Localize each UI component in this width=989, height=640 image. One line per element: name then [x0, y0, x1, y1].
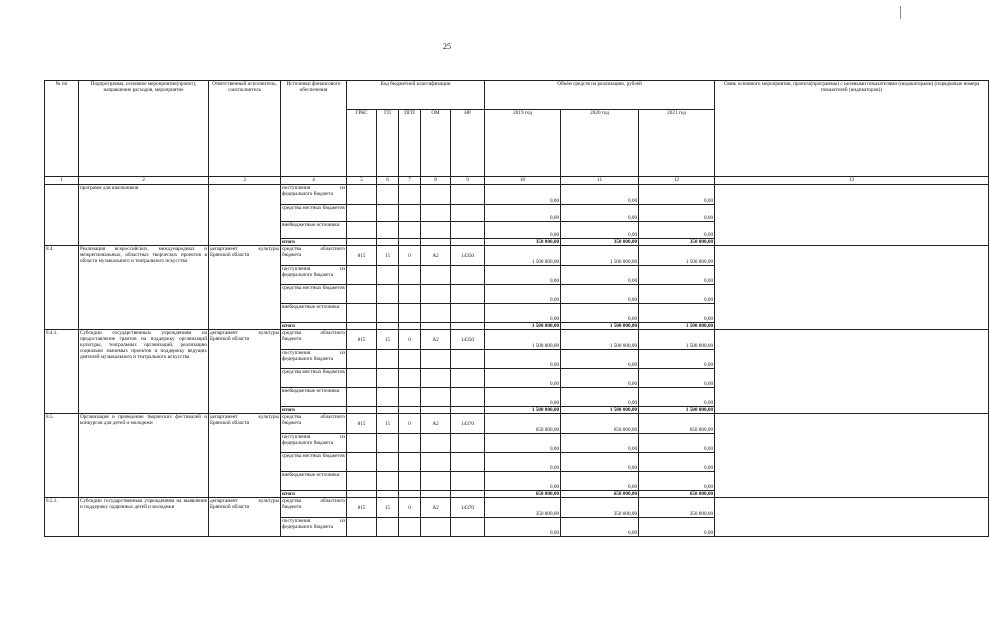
budget-code-cell — [421, 491, 451, 498]
budget-code-cell — [347, 205, 377, 222]
budget-code-cell — [451, 388, 485, 407]
amount-cell: 1 500 000,00 — [485, 407, 561, 414]
budget-code-cell: 14350 — [451, 246, 485, 266]
column-index-cell: 3 — [209, 177, 281, 185]
col-header-pgp: ПГП — [399, 110, 421, 177]
budget-code-cell — [399, 205, 421, 222]
amount-cell: 0,00 — [485, 369, 561, 388]
amount-cell: 0,00 — [639, 285, 715, 304]
amount-cell: 0,00 — [561, 350, 639, 369]
budget-code-cell — [421, 350, 451, 369]
amount-cell: 0,00 — [561, 472, 639, 491]
budget-code-cell: 0 — [399, 498, 421, 518]
amount-cell: 0,00 — [639, 205, 715, 222]
budget-code-cell — [451, 350, 485, 369]
funding-source-cell: внебюджетные источники — [281, 222, 347, 239]
amount-cell: 350 000,00 — [639, 498, 715, 518]
row-number-cell: 8.5. — [45, 414, 79, 498]
budget-code-cell — [377, 239, 399, 246]
budget-code-cell — [399, 407, 421, 414]
budget-code-cell — [399, 323, 421, 330]
indicator-link-cell — [715, 498, 989, 537]
col-header-sources: Источники финансового обеспечения — [281, 81, 347, 177]
indicator-link-cell — [715, 330, 989, 414]
budget-code-cell — [347, 350, 377, 369]
funding-source-cell: средства местных бюджетов — [281, 369, 347, 388]
budget-code-cell — [377, 323, 399, 330]
budget-code-cell — [377, 434, 399, 453]
program-name-cell: Субсидии государственным учреждениям на выявление и поддержку одаренных детей и молодежи — [79, 498, 209, 537]
amount-cell: 1 500 000,00 — [639, 330, 715, 350]
amount-cell: 0,00 — [485, 518, 561, 537]
indicator-link-cell — [715, 414, 989, 498]
row-number-cell: 8.4. — [45, 246, 79, 330]
budget-code-cell — [377, 205, 399, 222]
budget-code-cell — [377, 453, 399, 472]
funding-source-cell: средства областного бюджета — [281, 498, 347, 518]
budget-code-cell — [421, 266, 451, 285]
column-index-cell: 9 — [451, 177, 485, 185]
amount-cell: 1 500 000,00 — [561, 323, 639, 330]
amount-cell: 1 500 000,00 — [561, 407, 639, 414]
funding-source-cell: средства местных бюджетов — [281, 285, 347, 304]
column-index-cell: 1 — [45, 177, 79, 185]
budget-code-cell — [377, 222, 399, 239]
funding-source-cell: поступления из федерального бюджета — [281, 518, 347, 537]
budget-code-cell — [399, 350, 421, 369]
amount-cell: 350 000,00 — [485, 239, 561, 246]
amount-cell: 0,00 — [561, 388, 639, 407]
budget-code-cell: А2 — [421, 498, 451, 518]
budget-code-cell — [399, 222, 421, 239]
amount-cell: 0,00 — [485, 472, 561, 491]
budget-code-cell — [347, 266, 377, 285]
budget-code-cell: 815 — [347, 414, 377, 434]
budget-code-cell — [421, 239, 451, 246]
table-row — [45, 330, 989, 350]
funding-source-cell: внебюджетные источники — [281, 388, 347, 407]
budget-code-cell — [451, 185, 485, 205]
funding-source-cell: поступления из федерального бюджета — [281, 185, 347, 205]
amount-cell: 0,00 — [561, 266, 639, 285]
amount-cell: 0,00 — [639, 185, 715, 205]
budget-code-cell: 14370 — [451, 414, 485, 434]
funding-source-cell: итого — [281, 239, 347, 246]
funding-source-cell: внебюджетные источники — [281, 472, 347, 491]
amount-cell: 0,00 — [639, 266, 715, 285]
budget-code-cell — [421, 388, 451, 407]
budget-code-cell — [451, 266, 485, 285]
budget-code-cell — [377, 407, 399, 414]
column-index-cell: 13 — [715, 177, 989, 185]
budget-code-cell — [347, 323, 377, 330]
budget-code-cell — [347, 407, 377, 414]
amount-cell: 1 500 000,00 — [639, 323, 715, 330]
budget-code-cell — [347, 185, 377, 205]
budget-code-cell — [421, 205, 451, 222]
amount-cell: 0,00 — [561, 369, 639, 388]
budget-code-cell — [421, 185, 451, 205]
col-header-nr: НР — [451, 110, 485, 177]
program-name-cell: Организация и проведение творческих фестивалей и конкурсов для детей и молодежи — [79, 414, 209, 498]
budget-code-cell — [421, 472, 451, 491]
column-index-cell: 6 — [377, 177, 399, 185]
budget-code-cell: 815 — [347, 498, 377, 518]
col-header-executor: Ответственный исполнитель, соисполнитель — [209, 81, 281, 177]
col-header-2021: 2021 год — [639, 110, 715, 177]
table-row — [45, 498, 989, 518]
budget-code-cell: 0 — [399, 414, 421, 434]
funding-source-cell: средства местных бюджетов — [281, 205, 347, 222]
budget-code-cell — [399, 304, 421, 323]
budget-code-cell — [451, 491, 485, 498]
row-number-cell — [45, 185, 79, 246]
amount-cell: 0,00 — [561, 453, 639, 472]
amount-cell: 0,00 — [639, 304, 715, 323]
amount-cell: 0,00 — [485, 350, 561, 369]
amount-cell: 0,00 — [485, 185, 561, 205]
amount-cell: 0,00 — [639, 222, 715, 239]
budget-code-cell — [451, 239, 485, 246]
column-index-cell: 12 — [639, 177, 715, 185]
column-index-row — [45, 177, 989, 185]
amount-cell: 1 500 000,00 — [485, 246, 561, 266]
amount-cell: 350 000,00 — [485, 498, 561, 518]
budget-code-cell: А2 — [421, 246, 451, 266]
budget-code-cell — [377, 285, 399, 304]
budget-table — [44, 80, 989, 537]
budget-code-cell — [377, 185, 399, 205]
amount-cell: 650 000,00 — [561, 491, 639, 498]
executor-cell: департамент культуры Брянской области — [209, 246, 281, 330]
amount-cell: 0,00 — [485, 453, 561, 472]
budget-code-cell — [377, 518, 399, 537]
budget-code-cell — [399, 285, 421, 304]
col-header-no: № пп — [45, 81, 79, 177]
amount-cell: 0,00 — [561, 434, 639, 453]
funding-source-cell: внебюджетные источники — [281, 304, 347, 323]
budget-code-cell: 14350 — [451, 330, 485, 350]
funding-source-cell: средства областного бюджета — [281, 414, 347, 434]
executor-cell: департамент культуры Брянской области — [209, 414, 281, 498]
budget-code-cell — [451, 518, 485, 537]
column-index-cell: 8 — [421, 177, 451, 185]
amount-cell: 650 000,00 — [561, 414, 639, 434]
amount-cell: 1 500 000,00 — [639, 246, 715, 266]
budget-code-cell: 815 — [347, 246, 377, 266]
budget-code-cell — [347, 222, 377, 239]
budget-code-cell — [399, 266, 421, 285]
budget-code-cell — [421, 518, 451, 537]
funding-source-cell: средства местных бюджетов — [281, 453, 347, 472]
budget-code-cell: 15 — [377, 498, 399, 518]
budget-code-cell — [377, 304, 399, 323]
budget-code-cell — [399, 239, 421, 246]
col-header-2019: 2019 год — [485, 110, 561, 177]
budget-code-cell — [399, 369, 421, 388]
budget-code-cell — [421, 453, 451, 472]
table-row — [45, 246, 989, 266]
budget-code-cell — [347, 369, 377, 388]
budget-code-cell — [399, 472, 421, 491]
budget-code-cell — [451, 304, 485, 323]
amount-cell: 350 000,00 — [561, 239, 639, 246]
budget-code-cell — [377, 491, 399, 498]
budget-code-cell — [347, 491, 377, 498]
col-header-link: Связь основного мероприятия, проекта(программы) с целевыми показателями (индикаторами) (порядковые номера показателей (индикаторов)) — [715, 81, 989, 177]
budget-code-cell — [347, 472, 377, 491]
funding-source-cell: средства областного бюджета — [281, 246, 347, 266]
budget-code-cell — [451, 369, 485, 388]
col-header-gp: ГП — [377, 110, 399, 177]
budget-code-cell — [347, 453, 377, 472]
funding-source-cell: поступления из федерального бюджета — [281, 350, 347, 369]
column-index-cell: 4 — [281, 177, 347, 185]
budget-code-cell: 0 — [399, 330, 421, 350]
amount-cell: 0,00 — [485, 285, 561, 304]
amount-cell: 650 000,00 — [639, 414, 715, 434]
budget-code-cell — [451, 434, 485, 453]
col-header-budget-code: Код бюджетной классификации — [347, 81, 485, 110]
page-number: 25 — [443, 42, 451, 51]
funding-source-cell: итого — [281, 323, 347, 330]
amount-cell: 1 500 000,00 — [561, 330, 639, 350]
budget-code-cell — [399, 453, 421, 472]
budget-code-cell — [347, 304, 377, 323]
amount-cell: 0,00 — [485, 388, 561, 407]
executor-cell — [209, 185, 281, 246]
budget-code-cell — [399, 388, 421, 407]
budget-code-cell: 815 — [347, 330, 377, 350]
budget-code-cell: 15 — [377, 414, 399, 434]
amount-cell: 0,00 — [639, 453, 715, 472]
budget-code-cell — [347, 434, 377, 453]
budget-code-cell — [347, 388, 377, 407]
amount-cell: 350 000,00 — [639, 239, 715, 246]
col-header-program: Подпрограмма, основное мероприятие(проект), направление расходов, мероприятие — [79, 81, 209, 177]
column-index-cell: 10 — [485, 177, 561, 185]
budget-code-cell: 15 — [377, 330, 399, 350]
column-index-cell: 5 — [347, 177, 377, 185]
budget-code-cell — [451, 222, 485, 239]
column-index-cell: 7 — [399, 177, 421, 185]
budget-code-cell — [377, 266, 399, 285]
funding-source-cell: поступления из федерального бюджета — [281, 434, 347, 453]
budget-code-cell — [347, 285, 377, 304]
amount-cell: 0,00 — [639, 350, 715, 369]
funding-source-cell: средства областного бюджета — [281, 330, 347, 350]
column-index-cell: 11 — [561, 177, 639, 185]
budget-code-cell — [451, 285, 485, 304]
col-header-grbs: ГРБС — [347, 110, 377, 177]
budget-code-cell — [421, 407, 451, 414]
program-name-cell: программ для школьников — [79, 185, 209, 246]
amount-cell: 1 500 000,00 — [485, 330, 561, 350]
amount-cell: 650 000,00 — [639, 491, 715, 498]
funding-source-cell: поступления из федерального бюджета — [281, 266, 347, 285]
budget-code-cell — [399, 518, 421, 537]
funding-source-cell: итого — [281, 491, 347, 498]
amount-cell: 1 500 000,00 — [561, 246, 639, 266]
header-row-1 — [45, 81, 989, 110]
amount-cell: 650 000,00 — [485, 491, 561, 498]
budget-code-cell — [451, 472, 485, 491]
amount-cell: 0,00 — [485, 205, 561, 222]
budget-code-cell — [421, 369, 451, 388]
amount-cell: 0,00 — [561, 518, 639, 537]
budget-code-cell — [377, 472, 399, 491]
budget-code-cell — [421, 304, 451, 323]
budget-code-cell — [421, 222, 451, 239]
amount-cell: 1 500 000,00 — [485, 323, 561, 330]
amount-cell: 0,00 — [639, 434, 715, 453]
budget-code-cell — [421, 434, 451, 453]
funding-source-cell: итого — [281, 407, 347, 414]
budget-code-cell — [399, 434, 421, 453]
row-number-cell: 8.4.1. — [45, 330, 79, 414]
amount-cell: 0,00 — [561, 285, 639, 304]
amount-cell: 0,00 — [561, 222, 639, 239]
budget-code-cell: 14370 — [451, 498, 485, 518]
indicator-link-cell — [715, 185, 989, 246]
col-header-volume: Объём средств на реализацию, рублей — [485, 81, 715, 110]
amount-cell: 0,00 — [485, 266, 561, 285]
budget-code-cell: А2 — [421, 330, 451, 350]
budget-code-cell — [347, 518, 377, 537]
amount-cell: 0,00 — [639, 388, 715, 407]
scan-edge-mark — [900, 6, 901, 19]
table-body — [45, 81, 989, 537]
column-index-cell: 2 — [79, 177, 209, 185]
amount-cell: 0,00 — [485, 222, 561, 239]
budget-code-cell — [399, 185, 421, 205]
budget-code-cell — [451, 323, 485, 330]
executor-cell: департамент культуры Брянской области — [209, 498, 281, 537]
budget-code-cell — [451, 453, 485, 472]
amount-cell: 350 000,00 — [561, 498, 639, 518]
budget-code-cell: 15 — [377, 246, 399, 266]
executor-cell: департамент культуры Брянской области — [209, 330, 281, 414]
indicator-link-cell — [715, 246, 989, 330]
table-row — [45, 185, 989, 205]
amount-cell: 0,00 — [485, 304, 561, 323]
budget-code-cell — [377, 350, 399, 369]
budget-code-cell: А2 — [421, 414, 451, 434]
amount-cell: 0,00 — [639, 472, 715, 491]
amount-cell: 0,00 — [561, 304, 639, 323]
amount-cell: 0,00 — [639, 369, 715, 388]
budget-code-cell — [421, 323, 451, 330]
budget-code-cell — [399, 491, 421, 498]
amount-cell: 0,00 — [561, 185, 639, 205]
amount-cell: 0,00 — [561, 205, 639, 222]
budget-code-cell — [347, 239, 377, 246]
amount-cell: 1 500 000,00 — [639, 407, 715, 414]
budget-code-cell — [377, 388, 399, 407]
budget-code-cell — [377, 369, 399, 388]
col-header-2020: 2020 год — [561, 110, 639, 177]
budget-code-cell — [421, 285, 451, 304]
col-header-om: ОМ — [421, 110, 451, 177]
program-name-cell: Реализация всероссийских, международных и межрегиональных, областных творческих проектов в области музыкального и театрального искусства — [79, 246, 209, 330]
budget-code-cell — [451, 205, 485, 222]
amount-cell: 650 000,00 — [485, 414, 561, 434]
budget-code-cell — [451, 407, 485, 414]
amount-cell: 0,00 — [639, 518, 715, 537]
table-row — [45, 414, 989, 434]
program-name-cell: Субсидии государственным учреждениям на предоставление грантов на поддержку организаций культуры, театральных организаций, реализацию социально значимых проектов и поддержку ведущих деятелей музыкального и театрального искусства — [79, 330, 209, 414]
row-number-cell: 8.5.1. — [45, 498, 79, 537]
budget-code-cell: 0 — [399, 246, 421, 266]
amount-cell: 0,00 — [485, 434, 561, 453]
